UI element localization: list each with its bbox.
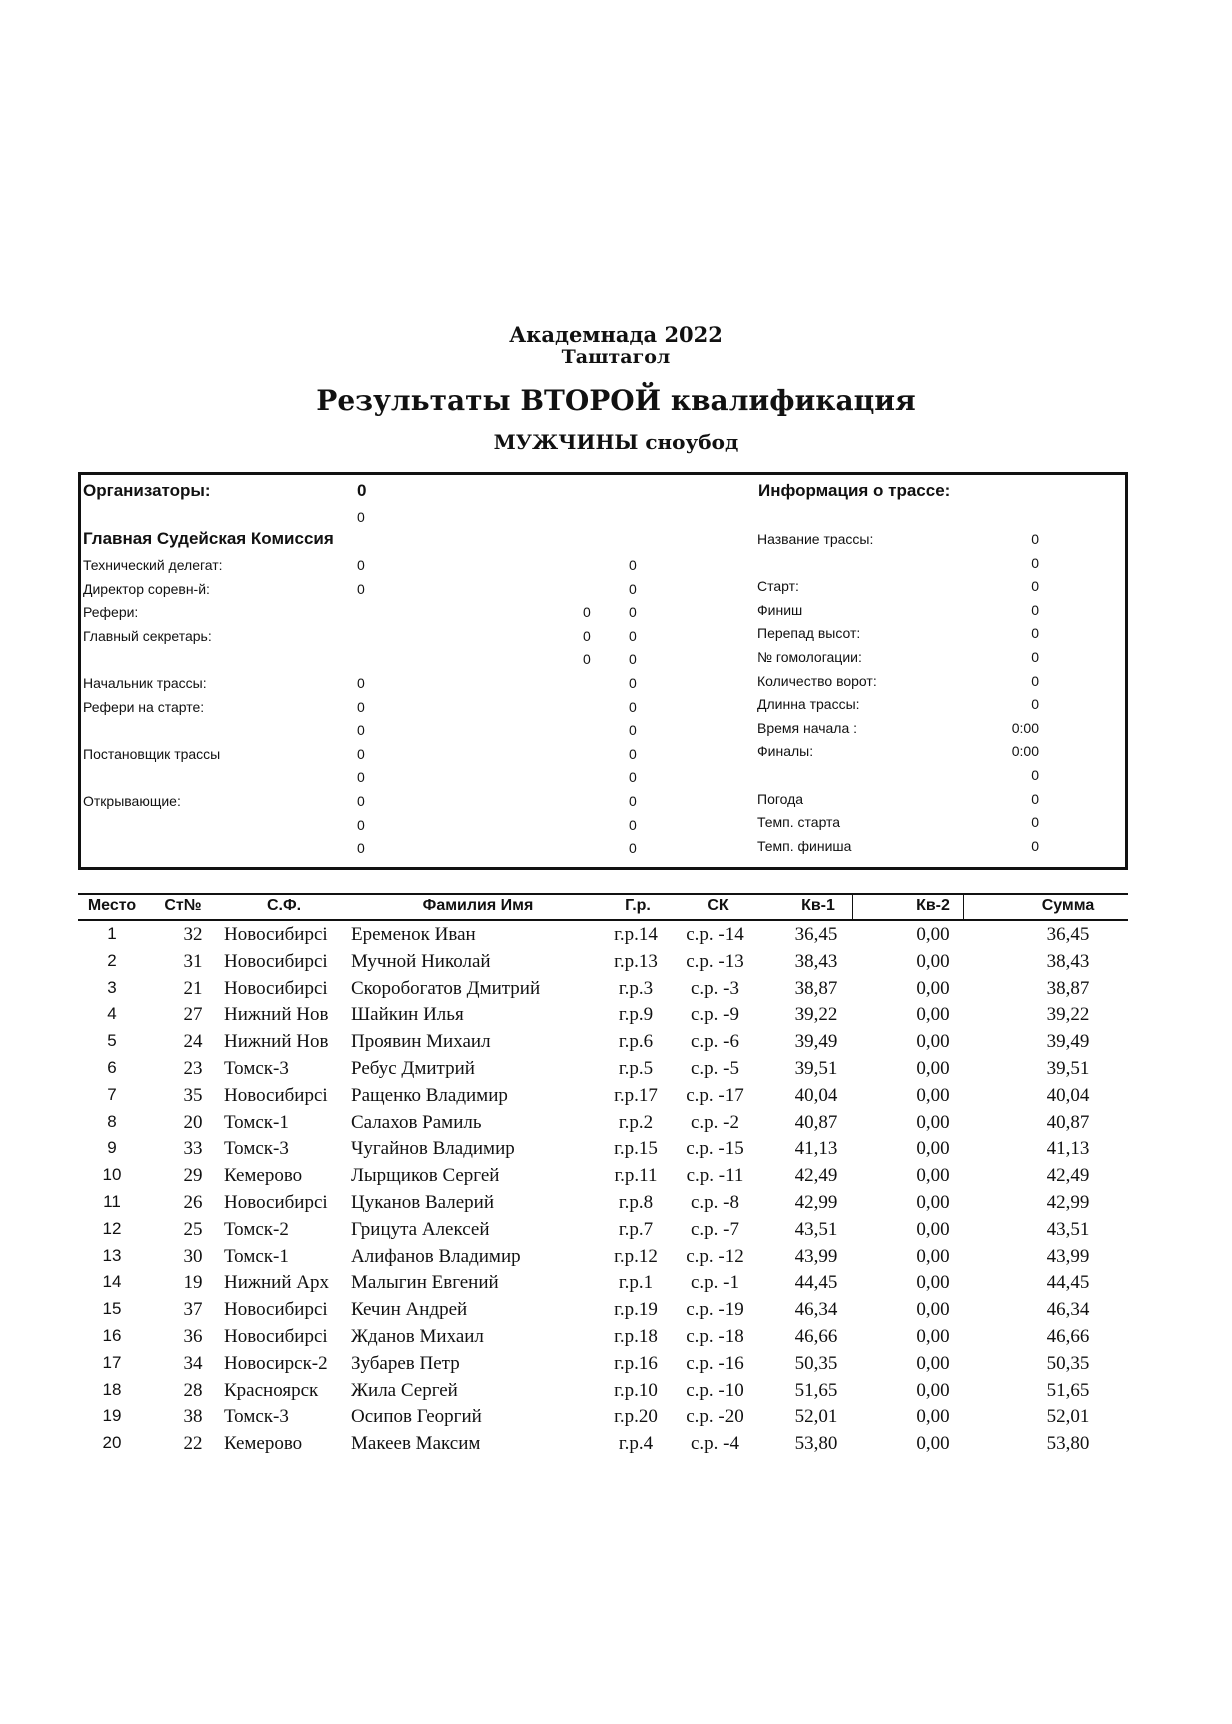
track-info-value: 0 [1031, 814, 1039, 831]
cell-sum: 46,34 [1046, 1299, 1090, 1321]
cell-bib: 22 [183, 1433, 203, 1455]
cell-q1: 53,80 [794, 1433, 838, 1455]
cell-bib: 23 [183, 1057, 203, 1079]
cell-q1: 40,87 [794, 1111, 838, 1133]
cell-club: Нижний Нов [224, 1004, 329, 1026]
category-title: МУЖЧИНЫ сноубод [493, 430, 739, 454]
col-q1: Кв-1 [801, 897, 835, 914]
cell-name: Макеев Максим [351, 1433, 481, 1455]
table-row [78, 1135, 1128, 1162]
track-info-label: Информация о трассе: [758, 481, 951, 500]
table-row [78, 1109, 1128, 1136]
cell-name: Жила Сергей [351, 1379, 458, 1401]
cell-place: 9 [107, 1138, 117, 1158]
cell-q1: 41,13 [794, 1138, 838, 1160]
organizers-value-2: 0 [357, 509, 365, 525]
official-value-3: 0 [629, 793, 637, 809]
cell-name: Чугайнов Владимир [351, 1138, 515, 1160]
cell-bib: 19 [183, 1272, 203, 1294]
cell-birth-group: г.р.6 [618, 1031, 654, 1053]
table-row [78, 921, 1128, 948]
cell-place: 8 [107, 1111, 117, 1131]
table-row [78, 1001, 1128, 1028]
cell-bib: 33 [183, 1138, 203, 1160]
cell-sk: с.р. -3 [690, 977, 739, 999]
track-info-label: Количество ворот: [757, 672, 877, 689]
cell-sum: 38,43 [1046, 950, 1090, 972]
cell-club: Новосибирсі [224, 950, 328, 972]
track-info-value: 0 [1031, 696, 1039, 713]
cell-bib: 36 [183, 1325, 203, 1347]
official-value-3: 0 [629, 627, 637, 644]
cell-birth-group: г.р.13 [614, 950, 658, 972]
cell-q2: 0,00 [916, 1004, 950, 1026]
track-info-value: 0 [1031, 578, 1039, 595]
track-info-value: 0:00 [1011, 719, 1039, 736]
cell-sum: 40,04 [1046, 1084, 1090, 1106]
cell-q1: 39,51 [794, 1057, 838, 1079]
cell-club: Новосибирсі [224, 1299, 328, 1321]
cell-bib: 20 [183, 1111, 203, 1133]
cell-sum: 39,51 [1046, 1057, 1090, 1079]
page-title: Результаты ВТОРОЙ квалификация [316, 384, 916, 417]
official-value-1: 0 [357, 557, 365, 573]
official-value-1: 0 [357, 816, 365, 833]
cell-name: Осипов Георгий [351, 1406, 482, 1428]
official-value-3: 0 [629, 557, 637, 573]
cell-q2: 0,00 [916, 1272, 950, 1294]
col-birth-group: Г.р. [625, 897, 651, 914]
cell-sk: с.р. -19 [686, 1299, 744, 1321]
cell-birth-group: г.р.9 [618, 1004, 654, 1026]
cell-birth-group: г.р.10 [614, 1379, 658, 1401]
cell-birth-group: г.р.14 [614, 924, 658, 945]
cell-sk: с.р. -11 [686, 1165, 744, 1187]
cell-place: 19 [102, 1406, 122, 1426]
commission-label: Главная Судейская Комиссия [83, 529, 334, 548]
cell-q2: 0,00 [916, 950, 950, 972]
table-row [78, 1296, 1128, 1323]
cell-name: Ребус Дмитрий [351, 1057, 475, 1079]
cell-q1: 52,01 [794, 1406, 838, 1428]
col-club: С.Ф. [266, 897, 302, 914]
cell-place: 11 [103, 1191, 121, 1211]
cell-sk: с.р. -6 [690, 1031, 739, 1053]
cell-sum: 53,80 [1046, 1433, 1090, 1455]
official-value-1: 0 [357, 698, 365, 715]
cell-birth-group: г.р.3 [618, 977, 654, 999]
cell-bib: 29 [183, 1165, 203, 1187]
official-value-3: 0 [629, 604, 637, 621]
table-row [78, 1189, 1128, 1216]
official-label: Главный секретарь: [83, 627, 212, 644]
cell-sum: 41,13 [1046, 1138, 1090, 1160]
cell-sk: с.р. -9 [690, 1004, 739, 1026]
cell-q1: 50,35 [794, 1352, 838, 1374]
cell-sk: с.р. -15 [686, 1138, 744, 1160]
cell-bib: 25 [183, 1218, 203, 1240]
cell-sk: с.р. -1 [690, 1272, 739, 1294]
cell-club: Томск-1 [224, 1111, 289, 1133]
cell-bib: 31 [183, 950, 203, 972]
table-row [78, 948, 1128, 975]
cell-sum: 43,51 [1046, 1218, 1090, 1240]
official-label: Начальник трассы: [83, 675, 207, 691]
cell-q1: 39,22 [794, 1004, 838, 1026]
cell-q1: 39,49 [794, 1031, 838, 1053]
cell-q1: 44,45 [794, 1272, 838, 1294]
cell-club: Томск-3 [224, 1138, 289, 1160]
track-info-value: 0 [1031, 649, 1039, 665]
event-title: Академнада 2022 [509, 322, 723, 347]
cell-name: Ращенко Владимир [351, 1084, 508, 1106]
official-label: Рефери: [83, 604, 139, 621]
cell-birth-group: г.р.19 [614, 1299, 658, 1321]
cell-name: Скоробогатов Дмитрий [351, 977, 541, 999]
cell-sk: с.р. -8 [690, 1191, 739, 1213]
official-value-3: 0 [629, 769, 637, 786]
cell-sk: с.р. -7 [690, 1218, 739, 1240]
table-row [78, 1028, 1128, 1055]
track-info-label: Финиш [757, 601, 803, 618]
official-value-2: 0 [583, 651, 591, 668]
table-row [78, 1350, 1128, 1377]
cell-place: 17 [102, 1352, 122, 1372]
table-row [78, 1082, 1128, 1109]
official-value-1: 0 [357, 769, 365, 786]
official-value-3: 0 [629, 580, 637, 597]
cell-place: 1 [107, 924, 117, 943]
official-value-3: 0 [629, 745, 637, 762]
cell-place: 14 [102, 1272, 122, 1292]
official-value-3: 0 [629, 840, 637, 857]
cell-bib: 35 [183, 1084, 203, 1106]
cell-q1: 36,45 [794, 924, 838, 945]
cell-club: Томск-2 [224, 1218, 289, 1240]
cell-birth-group: г.р.7 [618, 1218, 654, 1240]
cell-name: Салахов Рамиль [351, 1111, 482, 1133]
track-info-value: 0 [1031, 531, 1039, 547]
cell-club: Новосибирсі [224, 1084, 328, 1106]
cell-q2: 0,00 [916, 1245, 950, 1267]
table-row [78, 1055, 1128, 1082]
cell-sum: 36,45 [1046, 924, 1090, 945]
cell-name: Проявин Михаил [351, 1031, 491, 1053]
cell-sk: с.р. -18 [686, 1325, 744, 1347]
col-place: Место [87, 897, 137, 914]
info-box [78, 472, 1128, 870]
cell-sk: с.р. -2 [690, 1111, 739, 1133]
results-table [78, 893, 1128, 1457]
cell-name: Алифанов Владимир [351, 1245, 521, 1267]
track-info-label: № гомологации: [757, 649, 862, 665]
official-value-3: 0 [629, 675, 637, 691]
cell-club: Томск-3 [224, 1057, 289, 1079]
track-info-value: 0 [1031, 601, 1039, 618]
table-row [78, 1243, 1128, 1270]
cell-sum: 51,65 [1046, 1379, 1090, 1401]
header-divider [963, 895, 964, 919]
track-info-label: Финалы: [757, 743, 814, 760]
cell-place: 6 [107, 1057, 117, 1077]
cell-sk: с.р. -12 [686, 1245, 744, 1267]
cell-place: 7 [107, 1084, 117, 1104]
cell-sum: 39,49 [1046, 1031, 1090, 1053]
cell-sk: с.р. -4 [690, 1433, 739, 1455]
cell-bib: 37 [183, 1299, 203, 1321]
track-info-label: Погода [757, 790, 804, 807]
cell-sum: 44,45 [1046, 1272, 1090, 1294]
event-place: Таштагол [561, 346, 671, 368]
cell-place: 10 [102, 1165, 122, 1185]
official-value-1: 0 [357, 840, 365, 857]
cell-club: Кемерово [224, 1165, 303, 1187]
cell-sum: 52,01 [1046, 1406, 1090, 1428]
official-value-3: 0 [629, 698, 637, 715]
cell-sk: с.р. -10 [686, 1379, 744, 1401]
cell-club: Томск-1 [224, 1245, 289, 1267]
track-info-value: 0 [1031, 767, 1039, 783]
table-body [78, 921, 1128, 1457]
cell-place: 3 [107, 977, 117, 997]
cell-place: 5 [107, 1031, 117, 1051]
cell-name: Зубарев Петр [351, 1352, 460, 1374]
col-sk: СК [707, 897, 729, 914]
cell-birth-group: г.р.11 [614, 1165, 658, 1187]
cell-q2: 0,00 [916, 1165, 950, 1187]
cell-sk: с.р. -5 [690, 1057, 739, 1079]
cell-club: Новосирск-2 [224, 1352, 328, 1374]
cell-sum: 43,99 [1046, 1245, 1090, 1267]
cell-sum: 42,99 [1046, 1191, 1090, 1213]
cell-club: Томск-3 [224, 1406, 289, 1428]
cell-q2: 0,00 [916, 1084, 950, 1106]
cell-birth-group: г.р.15 [614, 1138, 658, 1160]
track-info-label: Темп. финиша [757, 837, 852, 854]
cell-place: 2 [107, 950, 117, 970]
official-value-1: 0 [357, 580, 365, 597]
cell-birth-group: г.р.5 [618, 1057, 654, 1079]
table-row [78, 1323, 1128, 1350]
track-info-value: 0 [1031, 625, 1039, 642]
track-info-value: 0 [1031, 672, 1039, 689]
official-value-3: 0 [629, 722, 637, 739]
cell-q1: 40,04 [794, 1084, 838, 1106]
cell-q2: 0,00 [916, 1191, 950, 1213]
organizers-value: 0 [357, 481, 367, 500]
cell-sum: 46,66 [1046, 1325, 1090, 1347]
header-divider [852, 895, 853, 919]
cell-bib: 30 [183, 1245, 203, 1267]
official-label: Директор соревн-й: [83, 580, 210, 597]
cell-name: Кечин Андрей [351, 1299, 468, 1321]
cell-club: Нижний Арх [224, 1272, 329, 1294]
cell-name: Малыгин Евгений [351, 1272, 499, 1294]
cell-club: Кемерово [224, 1433, 303, 1455]
cell-sk: с.р. -17 [686, 1084, 744, 1106]
cell-birth-group: г.р.8 [618, 1191, 654, 1213]
table-row [78, 1430, 1128, 1457]
cell-birth-group: г.р.16 [614, 1352, 658, 1374]
cell-q2: 0,00 [916, 1111, 950, 1133]
official-value-1: 0 [357, 722, 365, 739]
track-info-value: 0 [1031, 790, 1039, 807]
cell-bib: 32 [183, 924, 203, 945]
table-header [78, 893, 1128, 921]
cell-q2: 0,00 [916, 1218, 950, 1240]
cell-sum: 42,49 [1046, 1165, 1090, 1187]
table-row [78, 1377, 1128, 1404]
track-info-label: Название трассы: [757, 531, 874, 547]
cell-q1: 43,99 [794, 1245, 838, 1267]
cell-club: Новосибирсі [224, 924, 328, 945]
cell-name: Цуканов Валерий [351, 1191, 495, 1213]
cell-bib: 26 [183, 1191, 203, 1213]
cell-q2: 0,00 [916, 1379, 950, 1401]
organizers-label: Организаторы: [83, 481, 211, 500]
track-info-label: Темп. старта [757, 814, 841, 831]
cell-sk: с.р. -13 [686, 950, 744, 972]
cell-bib: 38 [183, 1406, 203, 1428]
cell-q1: 51,65 [794, 1379, 838, 1401]
official-label: Технический делегат: [83, 557, 223, 573]
cell-sk: с.р. -16 [686, 1352, 744, 1374]
col-q2: Кв-2 [916, 897, 950, 914]
cell-bib: 24 [183, 1031, 203, 1053]
track-info-label: Время начала : [757, 719, 858, 736]
cell-bib: 28 [183, 1379, 203, 1401]
cell-club: Красноярск [224, 1379, 319, 1401]
cell-q2: 0,00 [916, 1057, 950, 1079]
cell-birth-group: г.р.1 [618, 1272, 654, 1294]
track-info-value: 0 [1031, 837, 1039, 854]
cell-place: 13 [102, 1245, 122, 1265]
cell-q1: 42,99 [794, 1191, 838, 1213]
cell-bib: 27 [183, 1004, 203, 1026]
cell-birth-group: г.р.4 [618, 1433, 654, 1455]
cell-q2: 0,00 [916, 1406, 950, 1428]
cell-sk: с.р. -14 [686, 924, 744, 945]
cell-q1: 42,49 [794, 1165, 838, 1187]
cell-bib: 34 [183, 1352, 203, 1374]
cell-q2: 0,00 [916, 1352, 950, 1374]
cell-place: 12 [102, 1218, 122, 1238]
cell-q2: 0,00 [916, 924, 950, 945]
official-value-1: 0 [357, 675, 365, 691]
cell-name: Жданов Михаил [351, 1325, 484, 1347]
cell-birth-group: г.р.18 [614, 1325, 658, 1347]
track-info-value: 0 [1031, 554, 1039, 571]
cell-q1: 38,87 [794, 977, 838, 999]
cell-birth-group: г.р.12 [614, 1245, 658, 1267]
cell-sum: 38,87 [1046, 977, 1090, 999]
cell-sum: 50,35 [1046, 1352, 1090, 1374]
official-value-2: 0 [583, 627, 591, 644]
cell-name: Еременок Иван [351, 924, 476, 945]
cell-place: 15 [102, 1299, 122, 1319]
cell-q1: 38,43 [794, 950, 838, 972]
cell-place: 18 [102, 1379, 122, 1399]
official-value-3: 0 [629, 816, 637, 833]
official-value-1: 0 [357, 745, 365, 762]
official-value-1: 0 [357, 793, 365, 809]
cell-sum: 39,22 [1046, 1004, 1090, 1026]
track-info-label: Перепад высот: [757, 625, 861, 642]
col-name: Фамилия Имя [422, 897, 534, 914]
table-row [78, 1162, 1128, 1189]
track-info-value: 0:00 [1011, 743, 1039, 760]
table-row [78, 1269, 1128, 1296]
col-bib: Ст№ [164, 897, 202, 914]
cell-q2: 0,00 [916, 1138, 950, 1160]
cell-name: Мучной Николай [351, 950, 491, 972]
cell-club: Новосибирсі [224, 977, 328, 999]
track-info-label: Длинна трассы: [757, 696, 860, 713]
cell-name: Лырщиков Сергей [351, 1165, 500, 1187]
cell-name: Грицута Алексей [351, 1218, 490, 1240]
cell-place: 16 [102, 1325, 122, 1345]
cell-name: Шайкин Илья [351, 1004, 464, 1026]
cell-club: Нижний Нов [224, 1031, 329, 1053]
col-sum: Сумма [1041, 897, 1095, 914]
cell-sum: 40,87 [1046, 1111, 1090, 1133]
cell-birth-group: г.р.2 [618, 1111, 654, 1133]
cell-sk: с.р. -20 [686, 1406, 744, 1428]
cell-club: Новосибирсі [224, 1325, 328, 1347]
cell-club: Новосибирсі [224, 1191, 328, 1213]
cell-q2: 0,00 [916, 1299, 950, 1321]
track-info-label: Старт: [757, 578, 799, 595]
cell-q2: 0,00 [916, 1325, 950, 1347]
cell-q2: 0,00 [916, 1031, 950, 1053]
cell-place: 20 [102, 1433, 122, 1453]
cell-place: 4 [107, 1004, 117, 1024]
table-row [78, 1403, 1128, 1430]
cell-q2: 0,00 [916, 1433, 950, 1455]
cell-bib: 21 [183, 977, 203, 999]
cell-q2: 0,00 [916, 977, 950, 999]
cell-q1: 43,51 [794, 1218, 838, 1240]
cell-birth-group: г.р.17 [614, 1084, 658, 1106]
table-row [78, 1216, 1128, 1243]
official-label: Рефери на старте: [83, 698, 205, 715]
cell-q1: 46,34 [794, 1299, 838, 1321]
table-row [78, 975, 1128, 1002]
official-label: Открывающие: [83, 793, 181, 809]
official-value-2: 0 [583, 604, 591, 621]
cell-birth-group: г.р.20 [614, 1406, 658, 1428]
cell-q1: 46,66 [794, 1325, 838, 1347]
official-value-3: 0 [629, 651, 637, 668]
official-label: Постановщик трассы [83, 745, 221, 762]
